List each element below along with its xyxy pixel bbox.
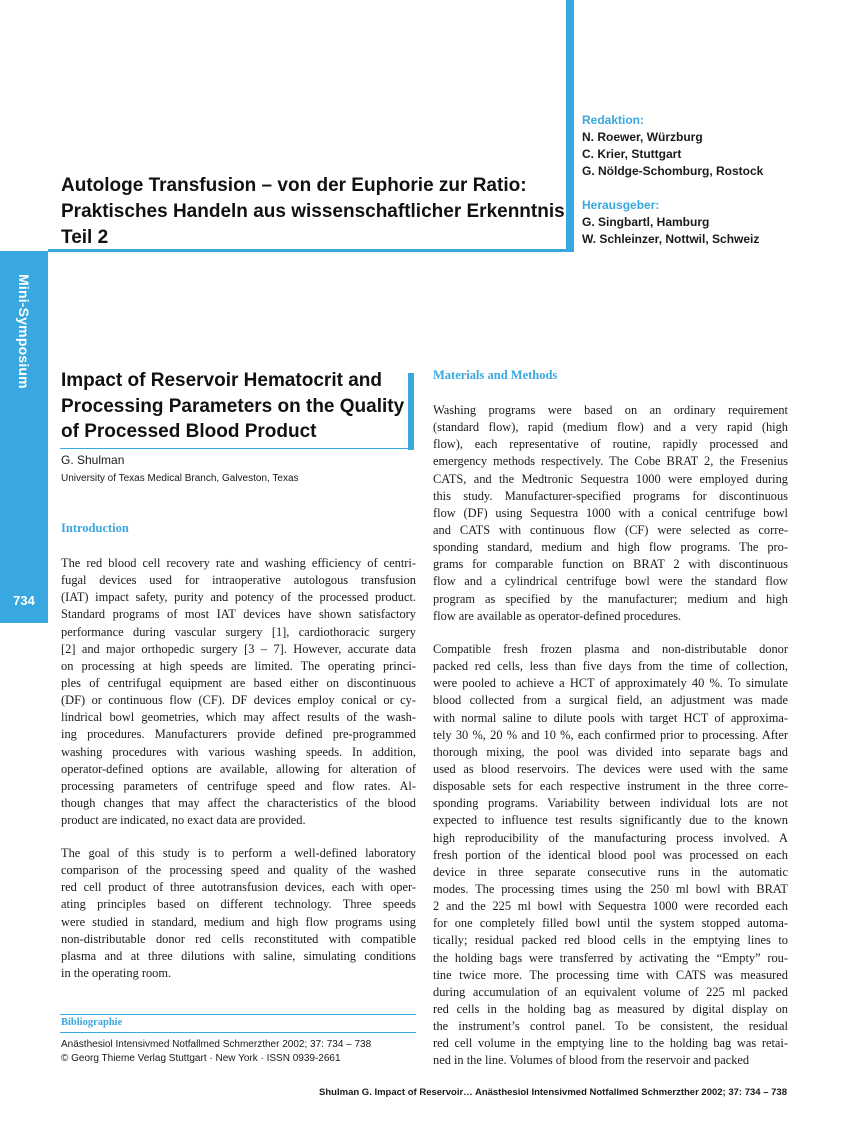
text-line: (standard flow), rapid (medium flow) and a very rapid (high xyxy=(433,420,788,435)
article-title-line: Processing Parameters on the Quality xyxy=(61,395,405,417)
text-line: fugal devices used for intraoperative autologous transfusion xyxy=(61,573,416,588)
text-line: non-distributable donor red cells reconstituted with compatible xyxy=(61,931,416,946)
text-line: (IAT) impact safety, purity and potency of the processed product. xyxy=(61,590,416,605)
text-line: The goal of this study is to perform a well-defined laboratory xyxy=(61,846,416,860)
text-line: disposable sets for each respective instrument in the three corre- xyxy=(433,779,788,794)
text-line: operator-defined options are available, allowing for alteration of xyxy=(61,761,416,776)
text-line: [2] and major orthopedic surgery [3 – 7]. However, accurate data xyxy=(61,641,416,656)
text-line: processing parameters of centrifuge speed and flow rates. Al- xyxy=(61,778,416,793)
methods-paragraph-1 xyxy=(433,402,788,625)
text-line: the instrument’s control panel. To be consistent, the residual xyxy=(433,1019,788,1034)
header-accent-bar xyxy=(566,0,574,251)
bibliography-citation xyxy=(61,1038,371,1065)
text-line: ating principles based on different technology. Three speeds xyxy=(61,897,416,912)
text-line: grams for comparable function on BRAT 2 with discontinuous xyxy=(433,557,788,572)
article-title-accent xyxy=(408,373,414,450)
publisher-name: G. Singbartl, Hamburg xyxy=(582,215,710,229)
publisher-name: W. Schleinzer, Nottwil, Schweiz xyxy=(582,232,760,246)
text-line: Washing programs were based on an ordinary requirement xyxy=(433,403,788,417)
text-line: product are indicated, no exact data are provided. xyxy=(61,813,306,828)
text-line: sponding programs. Variability between individual lots are not xyxy=(433,796,788,811)
text-line: sponding standard, medium and high flow programs. The pro- xyxy=(433,540,788,555)
editor-name: G. Nöldge-Schomburg, Rostock xyxy=(582,164,764,178)
text-line: red cell product of three autotransfusion devices, each with oper- xyxy=(61,880,416,895)
text-line: comparison of the processing speed and quality of the washed xyxy=(61,863,416,878)
text-line: the holding bags were transferred by activating the “Empty” rou- xyxy=(433,950,788,965)
section-label: Mini-Symposium xyxy=(16,274,32,389)
symposium-title-line: Autologe Transfusion – von der Euphorie zur Ratio: xyxy=(61,175,527,196)
symposium-title-line: Praktisches Handeln aus wissenschaftlicher Erkenntnis xyxy=(61,201,565,222)
article-title xyxy=(61,368,406,445)
text-line: thorough mixing, the pool was divided into separate bags and xyxy=(433,744,788,759)
text-line: washing procedures with various washing speeds. In addition, xyxy=(61,744,416,759)
text-line: red cell volume in the emptying line to the holding bag was retai- xyxy=(433,1036,788,1051)
methods-heading: Materials and Methods xyxy=(433,368,558,382)
article-affiliation: University of Texas Medical Branch, Galveston, Texas xyxy=(61,473,299,484)
text-line: flow), each representative of routine, rapidly processed and xyxy=(433,437,788,452)
text-line: flow are available as operator-defined procedures. xyxy=(433,608,682,623)
text-line: were pooled to achieve a HCT of approximately 40 %. To simulate xyxy=(433,676,788,691)
text-line: ned in the line. Volumes of blood from the reservoir and packed xyxy=(433,1053,750,1068)
herausgeber-label: Herausgeber: xyxy=(582,198,660,212)
methods-paragraph-2 xyxy=(433,641,788,1070)
editor-name: N. Roewer, Würzburg xyxy=(582,130,703,144)
citation-line: © Georg Thieme Verlag Stuttgart · New York · ISSN 0939-2661 xyxy=(61,1052,341,1064)
section-side-label xyxy=(0,274,48,404)
text-line: emergency methods respectively. The Cobe BRAT 2, the Fresenius xyxy=(433,454,788,469)
article-title-line: of Processed Blood Product xyxy=(61,421,317,442)
page-number: 734 xyxy=(13,593,35,608)
text-line: in the operating room. xyxy=(61,965,172,980)
text-line: flow (DF) using Sequestra 1000 with a conical centrifuge bowl xyxy=(433,505,788,520)
text-line: performance during vascular surgery [1], cardiothoracic surgery xyxy=(61,624,416,639)
introduction-heading: Introduction xyxy=(61,521,129,535)
text-line: ing procedures. Manufacturers provide defined pre-programmed xyxy=(61,727,416,742)
text-line: modes. The processing times using the 250 ml bowl with BRAT xyxy=(433,881,788,896)
text-line: with normal saline to dilute pools with target HCT of approxima- xyxy=(433,710,788,725)
editor-name: C. Krier, Stuttgart xyxy=(582,147,682,161)
article-author: G. Shulman xyxy=(61,453,125,467)
introduction-paragraph-1 xyxy=(61,555,416,829)
article-title-line: Impact of Reservoir Hematocrit and xyxy=(61,370,382,391)
introduction-paragraph-2 xyxy=(61,845,416,982)
text-line: red cells in the holding bag as measured by digital display on xyxy=(433,1001,788,1016)
symposium-title-line: Teil 2 xyxy=(61,227,109,248)
text-line: lindrical bowl geometries, which may affect results of the wash- xyxy=(61,710,416,725)
text-line: Standard programs of most IAT devices have shown satisfactory xyxy=(61,607,416,622)
text-line: device in three separate consecutive runs in the automatic xyxy=(433,864,788,879)
text-line: flow and a cylindrical centrifuge bowl were the standard flow xyxy=(433,574,788,589)
text-line: were studied in standard, medium and high flow programs using xyxy=(61,914,416,929)
text-line: 2 and the 225 ml bowl with Sequestra 1000 were recorded each xyxy=(433,899,788,914)
text-line: Compatible fresh frozen plasma and non-distributable donor xyxy=(433,642,788,656)
text-line: during accumulation of an equivalent volume of 225 ml packed xyxy=(433,984,788,999)
text-line: though changes that may affect the characteristics of the blood xyxy=(61,795,416,810)
text-line: packed red cells, less than five days from the time of collection, xyxy=(433,659,788,674)
text-line: blood collected from a surgical field, an adjustment was made xyxy=(433,693,788,708)
text-line: tically; residual packed red blood cells in the emptying lines to xyxy=(433,933,788,948)
text-line: tine twice more. The processing time with CATS was measured xyxy=(433,967,788,982)
text-line: on processing at high speeds are limited. The operating princi- xyxy=(61,658,416,673)
bibliography-rule-bottom xyxy=(60,1032,416,1033)
text-line: The red blood cell recovery rate and washing efficiency of centri- xyxy=(61,556,416,570)
text-line: for one completely filled bowl until the system stopped automa- xyxy=(433,916,788,931)
bibliography-rule-top xyxy=(60,1014,416,1015)
article-title-rule xyxy=(60,448,414,449)
text-line: plasma and at three dilutions with saline, simulating conditions xyxy=(61,948,416,963)
text-line: ples of centrifugal equipment are based either on discontinuous xyxy=(61,675,416,690)
redaktion-label: Redaktion: xyxy=(582,113,645,127)
bibliography-heading: Bibliographie xyxy=(61,1017,123,1028)
text-line: tely 30 %, 20 % and 10 %, each confirmed prior to processing. After xyxy=(433,727,788,742)
editors-block xyxy=(582,112,763,248)
text-line: fresh portion of the identical blood pool was processed on each xyxy=(433,847,788,862)
text-line: program as specified by the manufacturer; medium and high xyxy=(433,591,788,606)
text-line: this study. Manufacturer-specified programs for discontinuous xyxy=(433,488,788,503)
symposium-title xyxy=(61,173,565,251)
text-line: expected to influence test results significantly due to the known xyxy=(433,813,788,828)
text-line: (DF) or continuous flow (CF). DF devices employ conical or cy- xyxy=(61,693,416,708)
text-line: used as blood reservoirs. The devices were used with the same xyxy=(433,761,788,776)
citation-line: Anästhesiol Intensivmed Notfallmed Schmerzther 2002; 37: 734 – 738 xyxy=(61,1039,372,1050)
page-footer: Shulman G. Impact of Reservoir… Anästhesiol Intensivmed Notfallmed Schmerzther 2002; 37: 734 – 738 xyxy=(319,1087,787,1098)
text-line: and CATS with continuous flow (CF) were selected as corre- xyxy=(433,522,788,537)
text-line: CATS, and the Medtronic Sequestra 1000 were employed during xyxy=(433,471,788,486)
text-line: high reproducibility of the manufacturing process involved. A xyxy=(433,830,788,845)
